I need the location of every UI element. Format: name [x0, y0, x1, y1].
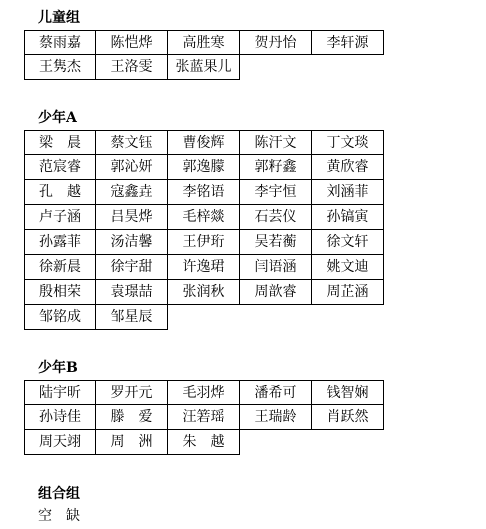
name-cell: 贺丹怡	[240, 30, 312, 55]
name-cell: 曹俊辉	[168, 130, 240, 155]
name-cell: 王瑞龄	[240, 405, 312, 430]
name-cell: 郭籽鑫	[240, 155, 312, 180]
name-cell: 黄欣睿	[312, 155, 384, 180]
name-cell: 周芷涵	[312, 280, 384, 305]
name-cell: 孔 越	[24, 180, 96, 205]
name-cell: 邹星辰	[96, 305, 168, 330]
name-cell: 徐文轩	[312, 230, 384, 255]
name-cell: 闫语涵	[240, 255, 312, 280]
heading-youth-a: 少年A	[38, 110, 77, 126]
name-cell: 汪箬瑶	[168, 405, 240, 430]
name-cell: 吕昊烨	[96, 205, 168, 230]
name-cell: 孙诗佳	[24, 405, 96, 430]
name-cell: 卢子涵	[24, 205, 96, 230]
name-cell: 郭沁妍	[96, 155, 168, 180]
name-cell: 孙镐寅	[312, 205, 384, 230]
name-cell: 丁文琰	[312, 130, 384, 155]
name-cell: 殷相荣	[24, 280, 96, 305]
name-cell: 邹铭成	[24, 305, 96, 330]
name-cell: 张润秋	[168, 280, 240, 305]
name-cell: 梁 晨	[24, 130, 96, 155]
name-cell: 陈汗文	[240, 130, 312, 155]
name-cell: 毛梓燚	[168, 205, 240, 230]
name-cell: 肖跃然	[312, 405, 384, 430]
heading-youth-b: 少年B	[38, 360, 78, 376]
name-cell: 刘涵菲	[312, 180, 384, 205]
name-cell: 李轩源	[312, 30, 384, 55]
name-cell: 范宸睿	[24, 155, 96, 180]
name-cell: 陈恺烨	[96, 30, 168, 55]
name-cell: 朱 越	[168, 430, 240, 455]
name-cell: 李铭语	[168, 180, 240, 205]
name-cell: 周歆睿	[240, 280, 312, 305]
name-cell: 郭逸朦	[168, 155, 240, 180]
grid-youth-b	[24, 380, 384, 455]
name-cell: 徐宇甜	[96, 255, 168, 280]
name-cell: 孙露菲	[24, 230, 96, 255]
heading-children: 儿童组	[38, 10, 80, 26]
name-cell: 姚文迪	[312, 255, 384, 280]
name-cell: 陆宇昕	[24, 380, 96, 405]
name-cell: 徐新晨	[24, 255, 96, 280]
name-cell: 周 洲	[96, 430, 168, 455]
name-cell: 毛羽烨	[168, 380, 240, 405]
name-cell: 李宇恒	[240, 180, 312, 205]
name-cell: 石芸仪	[240, 205, 312, 230]
heading-combo: 组合组	[38, 486, 80, 502]
name-cell: 潘希可	[240, 380, 312, 405]
name-cell: 罗开元	[96, 380, 168, 405]
name-cell: 高胜寒	[168, 30, 240, 55]
name-cell: 王隽杰	[24, 55, 96, 80]
grid-youth-a	[24, 130, 384, 330]
name-cell: 寇鑫垚	[96, 180, 168, 205]
name-cell: 许逸珺	[168, 255, 240, 280]
name-cell: 蔡雨嘉	[24, 30, 96, 55]
grid-children	[24, 30, 384, 80]
name-cell: 王伊珩	[168, 230, 240, 255]
combo-empty-text: 空 缺	[38, 508, 80, 524]
name-cell: 吴若蘅	[240, 230, 312, 255]
name-cell: 钱智娴	[312, 380, 384, 405]
name-cell: 周天翊	[24, 430, 96, 455]
name-cell: 王洛雯	[96, 55, 168, 80]
name-cell: 滕 爱	[96, 405, 168, 430]
name-cell: 汤洁馨	[96, 230, 168, 255]
name-cell: 袁璟喆	[96, 280, 168, 305]
name-cell: 张蓝果儿	[168, 55, 240, 80]
name-cell: 蔡文钰	[96, 130, 168, 155]
